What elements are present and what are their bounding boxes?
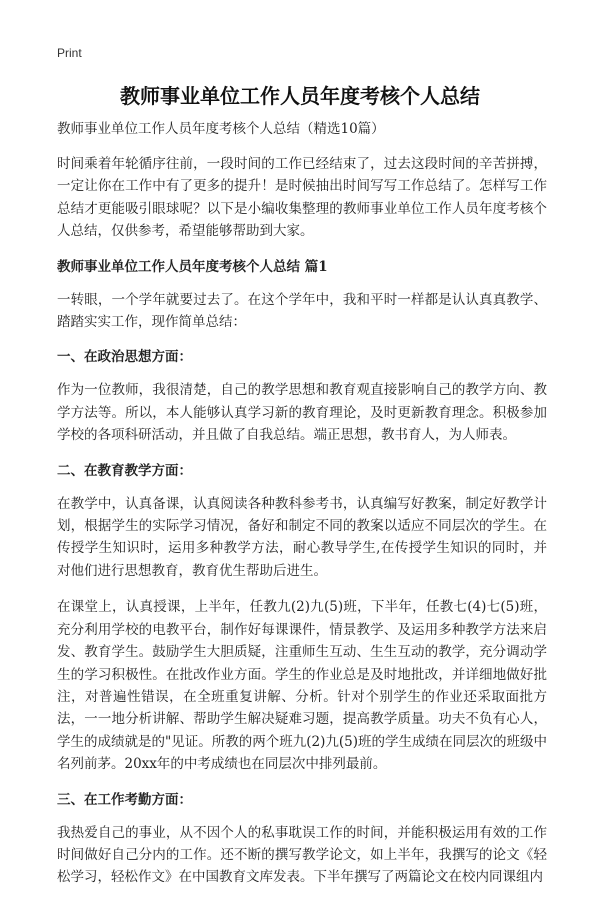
section-heading-teaching: 二、在教育教学方面： <box>57 462 192 479</box>
document-title: 教师事业单位工作人员年度考核个人总结 <box>120 84 480 108</box>
section-paragraph: 我热爱自己的事业，从不因个人的私事耽误工作的时间，并能积极运用有效的工作时间做好自己分内的工作。还不断的撰写教学论文，如上半年，我撰写的论文《轻松学习，轻松作文》在中国教育文库发表。下半年撰写了两篇论文在校内同课组内 <box>57 824 547 886</box>
section-paragraph: 作为一位教师，我很清楚，自己的教学思想和教育观直接影响自己的教学方向、教学方法等。所以，本人能够认真学习新的教育理论，及时更新教育理念。积极参加学校的各项科研活动，并且做了自我总结。端正思想，教书育人，为人师表。 <box>57 382 547 444</box>
document-subtitle: 教师事业单位工作人员年度考核个人总结（精选10篇） <box>57 121 385 137</box>
opening-paragraph: 一转眼，一个学年就要过去了。在这个学年中，我和平时一样都是认认真真教学、踏踏实实工作，现作简单总结： <box>57 291 547 331</box>
print-link[interactable]: Print <box>57 46 82 60</box>
section-paragraph: 在课堂上，认真授课，上半年，任教九(2)九(5)班，下半年，任教七(4)七(5)班，充分利用学校的电教平台，制作好每课课件，情景教学、及运用多种教学方法来启发、教育学生。鼓励学生大胆质疑，注重师生互动、生生互动的教学，充分调动学生的学习积极性。在批改作业方面。学生的作业总是及时地批改，并详细地做好批注，对普遍性错误，在全班重复讲解、分析。针对个别学生的作业还采取面批方法，一一地分析讲解、帮助学生解决疑难习题，提高教学质量。功夫不负有心人，学生的成绩就是的"见证。所教的两个班九(2)九(5)班的学生成绩在同层次的班级中名列前茅。20xx年的中考成绩也在同层次中排列最前。 <box>57 599 547 773</box>
article-heading: 教师事业单位工作人员年度考核个人总结 篇1 <box>57 258 328 275</box>
section-paragraph: 在教学中，认真备课，认真阅读各种教科参考书，认真编写好教案，制定好教学计划，根据学生的实际学习情况，备好和制定不同的教案以适应不同层次的学生。在传授学生知识时，运用多种教学方法，耐心教导学生,在传授学生知识的同时，并对他们进行思想教育，教育优生帮助后进生。 <box>57 495 547 579</box>
section-heading-politics: 一、在政治思想方面： <box>57 349 192 366</box>
intro-paragraph: 时间乘着年轮循序往前，一段时间的工作已经结束了，过去这段时间的辛苦拼搏，一定让你在工作中有了更多的提升！是时候抽出时间写写工作总结了。怎样写工作总结才更能吸引眼球呢？以下是小编收集整理的教师事业单位工作人员年度考核个人总结，仅供参考，希望能够帮助到大家。 <box>57 156 547 240</box>
document-body <box>57 120 547 903</box>
section-heading-attendance: 三、在工作考勤方面： <box>57 791 192 808</box>
